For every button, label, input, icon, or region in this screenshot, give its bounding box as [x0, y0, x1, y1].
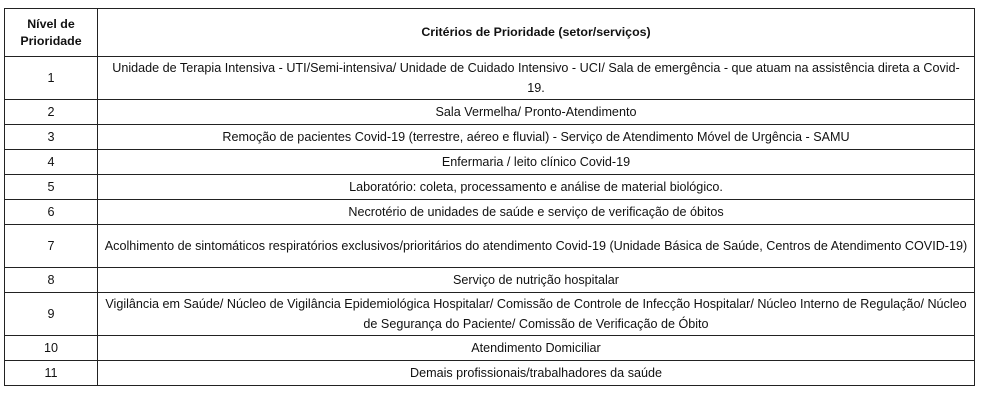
table-row: [5, 225, 975, 268]
row-criteria: Laboratório: coleta, processamento e análise de material biológico.: [98, 175, 975, 200]
priority-table: [4, 8, 975, 386]
row-criteria: Enfermaria / leito clínico Covid-19: [98, 150, 975, 175]
row-criteria: Vigilância em Saúde/ Núcleo de Vigilância Epidemiológica Hospitalar/ Comissão de Controle de Infecção Hospitalar/ Núcleo Interno de Regulação/ Núcleo de Segurança do Paciente/ Comissão de Verificação de Óbito: [98, 293, 975, 336]
row-level: 6: [5, 200, 98, 225]
header-priority-level: Nível de Prioridade: [5, 9, 98, 57]
row-level: 8: [5, 268, 98, 293]
table-row: [5, 175, 975, 200]
priority-table-container: [4, 8, 974, 386]
table-row: [5, 150, 975, 175]
table-row: [5, 361, 975, 386]
row-criteria: Demais profissionais/trabalhadores da saúde: [98, 361, 975, 386]
row-level: 2: [5, 100, 98, 125]
row-criteria: Remoção de pacientes Covid-19 (terrestre, aéreo e fluvial) - Serviço de Atendimento Móvel de Urgência - SAMU: [98, 125, 975, 150]
table-row: [5, 57, 975, 100]
row-level: 4: [5, 150, 98, 175]
table-row: [5, 268, 975, 293]
row-criteria: Atendimento Domiciliar: [98, 336, 975, 361]
table-row: [5, 125, 975, 150]
table-row: [5, 336, 975, 361]
row-criteria: Acolhimento de sintomáticos respiratórios exclusivos/prioritários do atendimento Covid-19 (Unidade Básica de Saúde, Centros de Atendimento COVID-19): [98, 225, 975, 268]
row-level: 5: [5, 175, 98, 200]
header-priority-criteria: Critérios de Prioridade (setor/serviços): [98, 9, 975, 57]
row-criteria: Necrotério de unidades de saúde e serviço de verificação de óbitos: [98, 200, 975, 225]
row-level: 9: [5, 293, 98, 336]
row-level: 1: [5, 57, 98, 100]
table-row: [5, 100, 975, 125]
row-level: 11: [5, 361, 98, 386]
row-level: 7: [5, 225, 98, 268]
row-criteria: Serviço de nutrição hospitalar: [98, 268, 975, 293]
row-criteria: Sala Vermelha/ Pronto-Atendimento: [98, 100, 975, 125]
row-level: 3: [5, 125, 98, 150]
table-row: [5, 200, 975, 225]
row-level: 10: [5, 336, 98, 361]
row-criteria: Unidade de Terapia Intensiva - UTI/Semi-intensiva/ Unidade de Cuidado Intensivo - UCI/ Sala de emergência - que atuam na assistência direta a Covid-19.: [98, 57, 975, 100]
table-header-row: [5, 9, 975, 57]
table-row: [5, 293, 975, 336]
